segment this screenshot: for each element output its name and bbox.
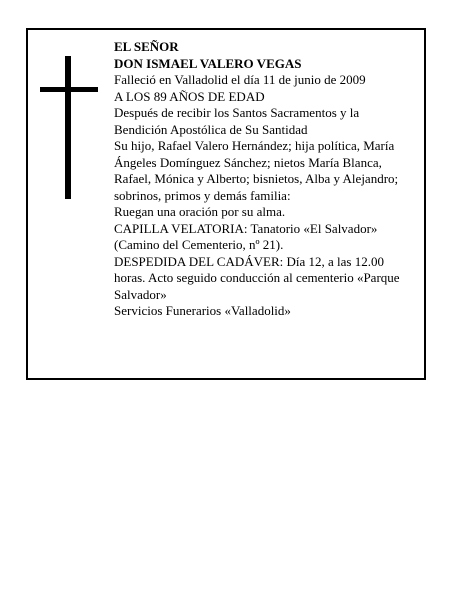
family-line: Su hijo, Rafael Valero Hernández; hija política, María Ángeles Domínguez Sánchez; nietos María Blanca, Rafael, Mónica y Alberto; bisnietos, Alba y Alejandro; sobrinos, primos y demás familia: bbox=[114, 138, 399, 203]
cross-vertical-bar bbox=[65, 56, 71, 199]
chapel-line: CAPILLA VELATORIA: Tanatorio «El Salvador» (Camino del Cementerio, nº 21). bbox=[114, 220, 378, 252]
obituary-notice bbox=[26, 28, 426, 380]
prayer-line: Ruegan una oración por su alma. bbox=[114, 204, 286, 219]
deceased-name: DON ISMAEL VALERO VEGAS bbox=[114, 55, 302, 71]
funeral-services-line: Servicios Funerarios «Valladolid» bbox=[114, 303, 291, 318]
cross-horizontal-bar bbox=[40, 87, 98, 92]
latin-cross-icon bbox=[40, 56, 98, 199]
honorific: EL SEÑOR bbox=[114, 39, 179, 54]
farewell-line: DESPEDIDA DEL CADÁVER: Día 12, a las 12.00 horas. Acto seguido conducción al cementerio «Parque Salvador» bbox=[114, 253, 400, 302]
age-line: A LOS 89 AÑOS DE EDAD bbox=[114, 88, 265, 104]
death-line: Falleció en Valladolid el día 11 de junio de 2009 bbox=[114, 72, 366, 87]
notice-text bbox=[114, 39, 414, 320]
sacraments-line: Después de recibir los Santos Sacramentos y la Bendición Apostólica de Su Santidad bbox=[114, 105, 360, 137]
